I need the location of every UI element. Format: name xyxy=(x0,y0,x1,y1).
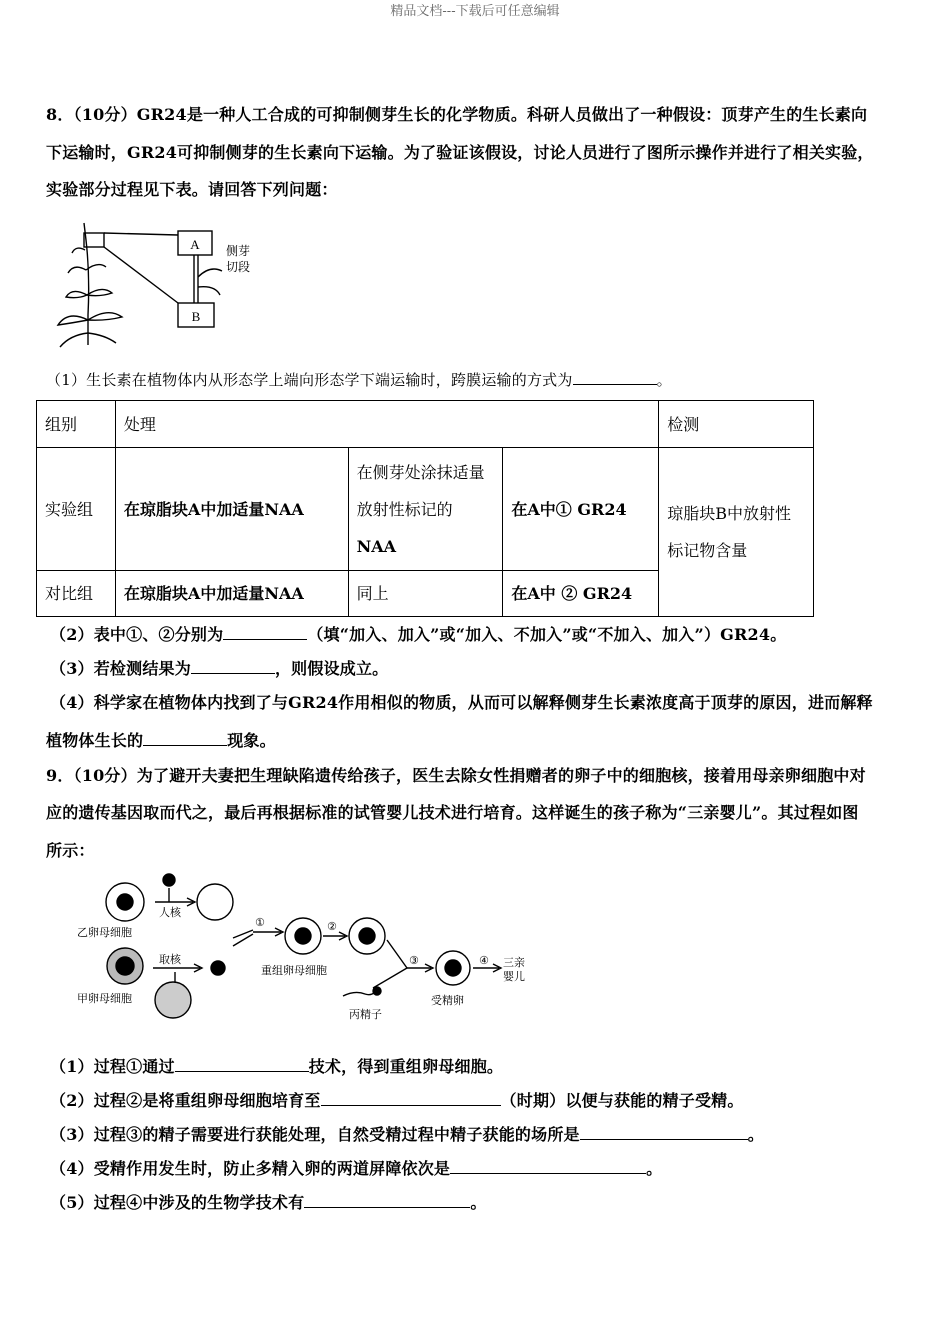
q8-sub4-end: 现象。 xyxy=(227,731,276,750)
row2-treat1: 在琼脂块A中加适量NAA xyxy=(115,571,348,617)
label-step2: ② xyxy=(327,920,337,933)
q8-sub3 xyxy=(50,656,388,679)
q8-sub3-text: （3）若检测结果为 xyxy=(50,659,191,678)
q9-sub5-text: （5）过程④中涉及的生物学技术有 xyxy=(50,1193,305,1212)
q8-sub4-l1: （4）科学家在植物体内找到了与GR24作用相似的物质，从而可以解释侧芽生长素浓度高于顶芽的原因，进而解释 xyxy=(50,693,873,712)
answer-blank-3[interactable] xyxy=(191,659,275,674)
q9-sub2-end: （时期）以便与获能的精子受精。 xyxy=(500,1091,744,1110)
q9-line3: 所示： xyxy=(46,841,95,860)
detect-l2: 标记物含量 xyxy=(667,541,748,560)
row2-treat3: 在A中 ② GR24 xyxy=(503,571,659,617)
q8-sub4-l2 xyxy=(46,728,276,751)
label-segment: 切段 xyxy=(226,260,251,274)
q8-sub3-end: ，则假设成立。 xyxy=(274,659,389,678)
label-zygote: 受精卵 xyxy=(431,994,464,1007)
q9-sub5-end: 。 xyxy=(470,1193,487,1212)
q9-sub1-text: （1）过程①通过 xyxy=(50,1057,175,1076)
row2-treat2: 同上 xyxy=(348,571,503,617)
q9-sub3-text: （3）过程③的精子需要进行获能处理，自然受精过程中精子获能的场所是 xyxy=(50,1125,580,1144)
q9-sub1 xyxy=(50,1054,503,1077)
row2-group: 对比组 xyxy=(37,571,116,617)
q9-sub2-text: （2）过程②是将重组卵母细胞培育至 xyxy=(50,1091,321,1110)
label-remove-a: 取核 xyxy=(159,953,181,966)
q8-sub2 xyxy=(50,622,786,645)
q9-sub5 xyxy=(50,1190,487,1213)
row1-treat2-l3: NAA xyxy=(356,536,397,556)
row1-treat2-l2: 放射性标记的 xyxy=(356,499,453,519)
label-b: B xyxy=(191,309,201,324)
q9-sub2 xyxy=(50,1088,744,1111)
row1-treat2 xyxy=(348,448,503,571)
q9-sub3 xyxy=(50,1122,764,1145)
label-egg-b: 乙卵母细胞 xyxy=(77,926,132,939)
page-header: 精品文档---下载后可任意编辑 xyxy=(390,4,560,19)
answer-blank-4[interactable] xyxy=(143,731,227,746)
q8-line2: 下运输时，GR24可抑制侧芽的生长素向下运输。为了验证该假设，讨论人员进行了图所示操作并进行了相关实验， xyxy=(46,143,874,162)
label-remove-b: 人核 xyxy=(159,906,181,919)
row1-treat3: 在A中① GR24 xyxy=(503,448,659,571)
row1-treat2-l1: 在侧芽处涂抹适量 xyxy=(356,462,485,482)
row1-group: 实验组 xyxy=(37,448,116,571)
experiment-table xyxy=(36,400,814,617)
q9-line2: 应的遗传基因取而代之，最后再根据标准的试管婴儿技术进行培育。这样诞生的孩子称为“三亲婴儿”。其过程如图 xyxy=(46,803,859,822)
label-sperm: 丙精子 xyxy=(349,1008,382,1021)
label-step3: ③ xyxy=(409,954,419,967)
th-detect: 检测 xyxy=(659,401,814,448)
answer-blank-2[interactable] xyxy=(223,625,307,640)
q9-sub4 xyxy=(50,1156,662,1179)
label-a: A xyxy=(190,237,200,252)
answer-blank-6[interactable] xyxy=(321,1091,501,1106)
plant-experiment-figure xyxy=(50,215,280,350)
label-step1: ① xyxy=(255,916,265,929)
three-parent-baby-figure xyxy=(75,868,545,1030)
q8-line3: 实验部分过程见下表。请回答下列问题： xyxy=(46,180,338,199)
q8-sub2-text: （2）表中①、②分别为 xyxy=(50,625,224,644)
th-treatment: 处理 xyxy=(115,401,658,448)
label-egg-a: 甲卵母细胞 xyxy=(77,992,132,1005)
q9-sub1-end: 技术，得到重组卵母细胞。 xyxy=(308,1057,504,1076)
answer-blank-7[interactable] xyxy=(580,1125,748,1140)
detect-l1: 琼脂块B中放射性 xyxy=(667,504,791,523)
q8-sub1-end: 。 xyxy=(656,371,672,389)
answer-blank-1[interactable] xyxy=(573,370,657,385)
answer-blank-5[interactable] xyxy=(175,1057,309,1072)
q9-line1: 9．（10分）为了避开夫妻把生理缺陷遗传给孩子，医生去除女性捐赠者的卵子中的细胞核，接着用母亲卵细胞中对 xyxy=(46,766,866,785)
q8-line1: 8．（10分）GR24是一种人工合成的可抑制侧芽生长的化学物质。科研人员做出了一种假设：顶芽产生的生长素向 xyxy=(46,105,868,124)
label-side-bud: 侧芽 xyxy=(226,244,251,258)
answer-blank-9[interactable] xyxy=(304,1193,470,1208)
label-baby-l1: 三亲 xyxy=(503,956,525,969)
q9-sub4-text: （4）受精作用发生时，防止多精入卵的两道屏障依次是 xyxy=(50,1159,451,1178)
row1-treat1: 在琼脂块A中加适量NAA xyxy=(115,448,348,571)
answer-blank-8[interactable] xyxy=(450,1159,646,1174)
q9-sub4-end: 。 xyxy=(646,1159,663,1178)
q8-sub1 xyxy=(46,369,672,390)
q8-sub4-text: 植物体生长的 xyxy=(46,731,144,750)
label-recombined: 重组卵母细胞 xyxy=(261,964,327,977)
q9-sub3-end: 。 xyxy=(747,1125,764,1144)
q8-sub2-end: （填“加入、加入”或“加入、不加入”或“不加入、加入”）GR24。 xyxy=(307,625,787,644)
label-step4: ④ xyxy=(479,954,489,967)
th-group: 组别 xyxy=(37,401,116,448)
detect-cell xyxy=(659,448,814,617)
label-baby-l2: 婴儿 xyxy=(503,970,525,983)
q8-sub1-text: （1）生长素在植物体内从形态学上端向形态学下端运输时，跨膜运输的方式为 xyxy=(46,371,573,389)
